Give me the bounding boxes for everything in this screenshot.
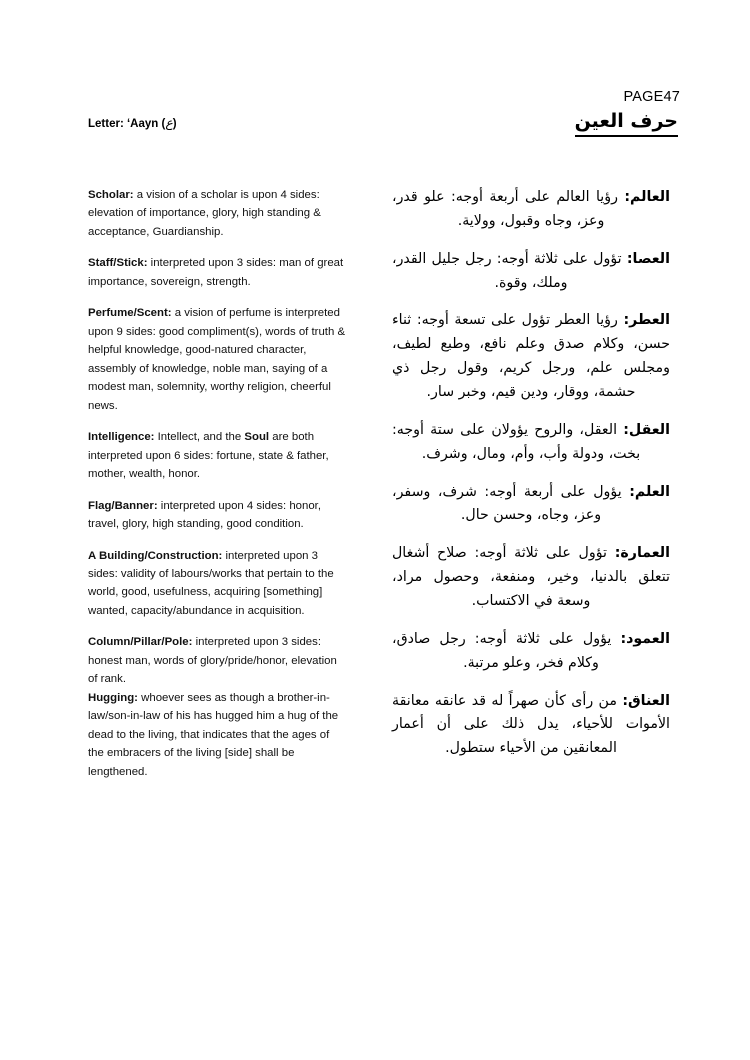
arabic-entry [392, 542, 670, 614]
entry-term: العصا: [626, 250, 670, 267]
entry-term: Staff/Stick: [88, 257, 148, 270]
entry-term: العطر: [623, 312, 670, 329]
english-entry [88, 497, 348, 534]
arabic-entry [392, 690, 670, 762]
entry-text: a vision of perfume is interpreted upon 9 sides: good compliment(s), words of truth & helpful knowledge, good-natured character, assembly of knowledge, noble man, saying of a modest man, solemnity, worthy religion, cheerful news. [88, 307, 346, 412]
arabic-entry [392, 309, 670, 404]
english-column [88, 186, 348, 794]
page-number: PAGE47 [623, 89, 680, 105]
english-entry [88, 633, 348, 688]
entry-term: العمود: [620, 630, 670, 647]
english-entry [88, 304, 348, 415]
entry-term: Column/Pillar/Pole: [88, 636, 193, 649]
entry-term: A Building/Construction: [88, 549, 223, 562]
entry-term: Hugging: [88, 691, 138, 704]
entry-text: interpreted upon 4 sides: honor, travel, glory, high standing, good condition. [88, 499, 322, 531]
entry-text: interpreted upon 3 sides: man of great importance, sovereign, strength. [88, 257, 344, 288]
entry-term: العمارة: [614, 545, 670, 562]
english-entry [88, 186, 348, 241]
entry-term: Perfume/Scent: [88, 307, 172, 320]
letter-label-prefix: Letter: ‘Aayn ( [88, 118, 166, 130]
letter-label [88, 115, 177, 130]
arabic-entry [392, 481, 670, 529]
entry-text: whoever sees as though a brother-in-law/son-in-law of his has hugged him a hug of the dead to the living, that indicates that the ages of the embracers of the living [side] shall be lengthened. [88, 691, 339, 778]
arabic-letter-glyph: ع [165, 115, 173, 130]
entry-text: يؤول على ثلاثة أوجه: رجل صادق، وكلام فخر، وعلو مرتبة. [392, 630, 621, 671]
entry-text: العقل، والروح يؤولان على ستة أوجه: بخت، ودولة وأب، وأم، ومال، وشرف. [392, 421, 641, 462]
arabic-entry [392, 186, 670, 234]
entry-term: Flag/Banner: [88, 499, 158, 512]
entry-text: تؤول على ثلاثة أوجه: صلاح أشغال تتعلق بالدنيا، وخير، ومنفعة، وحصول مراد، وسعة في الاكتساب. [392, 545, 670, 610]
entry-term: Scholar: [88, 189, 134, 201]
entry-term: العناق: [622, 692, 670, 709]
entry-text: a vision of a scholar is upon 4 sides: elevation of importance, glory, high standing & acceptance, Guardianship. [88, 189, 321, 238]
arabic-entry [392, 628, 670, 676]
arabic-column [392, 186, 670, 775]
entry-text: من رأى كأن صهراً له قد عانقه معانقة الأموات للأحياء، يدل ذلك على أن أعمار المعانقين من الأحياء ستطول. [392, 692, 670, 757]
english-entry [88, 689, 348, 781]
entry-term: العالم: [624, 189, 670, 205]
arabic-section-title: حرف العين [575, 110, 678, 137]
letter-label-suffix: ) [172, 118, 177, 130]
arabic-entry [392, 419, 670, 467]
entry-text: رؤيا العالم على أربعة أوجه: علو قدر، وعز، وجاه وقبول، وولاية. [392, 189, 625, 229]
entry-text: interpreted upon 3 sides: honest man, words of glory/pride/honor, elevation of rank. [88, 636, 337, 686]
entry-text: interpreted upon 3 sides: validity of labours/works that pertain to the world, good, usefulness, acquiring [something] wanted, capacity/abundance in acquisition. [88, 549, 334, 617]
entry-term: العلم: [629, 483, 670, 500]
entry-text: تؤول على ثلاثة أوجه: رجل جليل القدر، وملك، وقوة. [392, 250, 627, 291]
english-entry [88, 547, 348, 621]
entry-text: رؤيا العطر تؤول على تسعة أوجه: ثناء حسن، وكلام صدق وعلم نافع، وطبع لطيف، ومجلس علم، ورجل كريم، وقول رجل ذي حشمة، ووقار، ودين قيم، وخبر سار. [392, 312, 670, 401]
arabic-entry [392, 248, 670, 296]
entry-text: يؤول على أربعة أوجه: شرف، وسفر، وعز، وجاه، وحسن حال. [392, 483, 630, 524]
entry-term: Intelligence: [88, 431, 155, 444]
english-entry [88, 428, 348, 483]
entry-emphasis: Soul [244, 431, 270, 444]
entry-text: Intellect, and the [154, 431, 245, 444]
english-entry [88, 254, 348, 291]
entry-text-after: are both interpreted upon 6 sides: fortune, state & father, mother, wealth, honor. [88, 431, 329, 481]
entry-term: العقل: [623, 421, 670, 438]
